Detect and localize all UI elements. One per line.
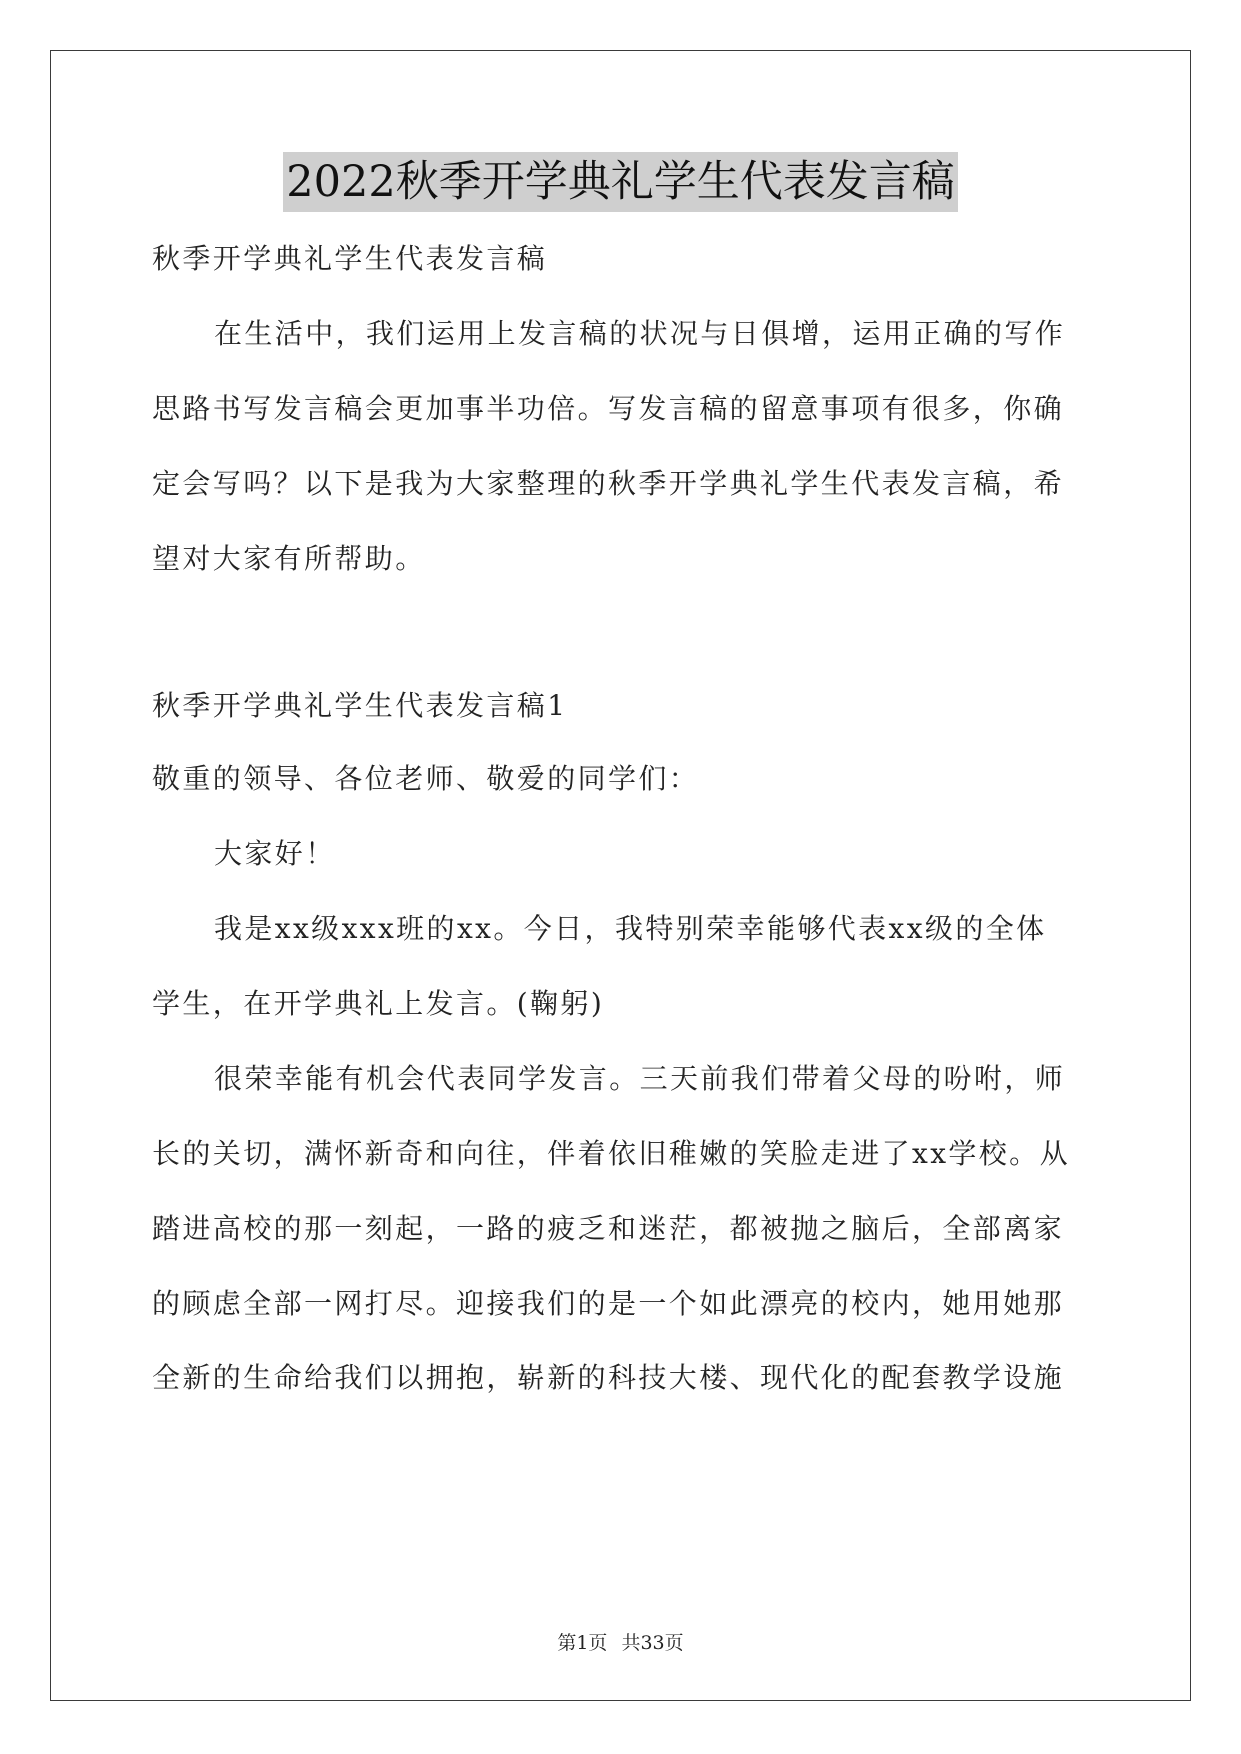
paragraph-line: 很荣幸能有机会代表同学发言。三天前我们带着父母的吩咐，师 [214, 1062, 1066, 1095]
salutation-line: 敬重的领导、各位老师、敬爱的同学们： [152, 762, 700, 795]
paragraph-line: 定会写吗？以下是我为大家整理的秋季开学典礼学生代表发言稿，希 [152, 467, 1065, 500]
paragraph-line: 望对大家有所帮助。 [152, 542, 426, 575]
page-total: 共33页 [621, 1632, 684, 1654]
paragraph-line: 思路书写发言稿会更加事半功倍。写发言稿的留意事项有很多，你确 [152, 392, 1065, 425]
greeting-line: 大家好！ [214, 837, 336, 870]
page-border [50, 50, 1191, 1701]
document-title: 2022秋季开学典礼学生代表发言稿 [283, 152, 957, 212]
paragraph-line: 的顾虑全部一网打尽。迎接我们的是一个如此漂亮的校内，她用她那 [152, 1287, 1065, 1320]
paragraph-line: 长的关切，满怀新奇和向往，伴着依旧稚嫩的笑脸走进了xx学校。从 [152, 1137, 1070, 1170]
paragraph-line: 在生活中，我们运用上发言稿的状况与日俱增，运用正确的写作 [214, 317, 1066, 350]
paragraph-line: 我是xx级xxx班的xx。今日，我特别荣幸能够代表xx级的全体 [214, 912, 1047, 945]
subtitle-line: 秋季开学典礼学生代表发言稿 [152, 242, 548, 275]
page-footer [0, 1628, 1241, 1655]
page-number: 第1页 [557, 1632, 608, 1654]
section-heading: 秋季开学典礼学生代表发言稿1 [152, 689, 568, 722]
paragraph-line: 学生，在开学典礼上发言。(鞠躬) [152, 987, 605, 1020]
paragraph-line: 踏进高校的那一刻起，一路的疲乏和迷茫，都被抛之脑后，全部离家 [152, 1212, 1065, 1245]
paragraph-line: 全新的生命给我们以拥抱，崭新的科技大楼、现代化的配套教学设施 [152, 1361, 1065, 1394]
title-container [0, 152, 1241, 212]
